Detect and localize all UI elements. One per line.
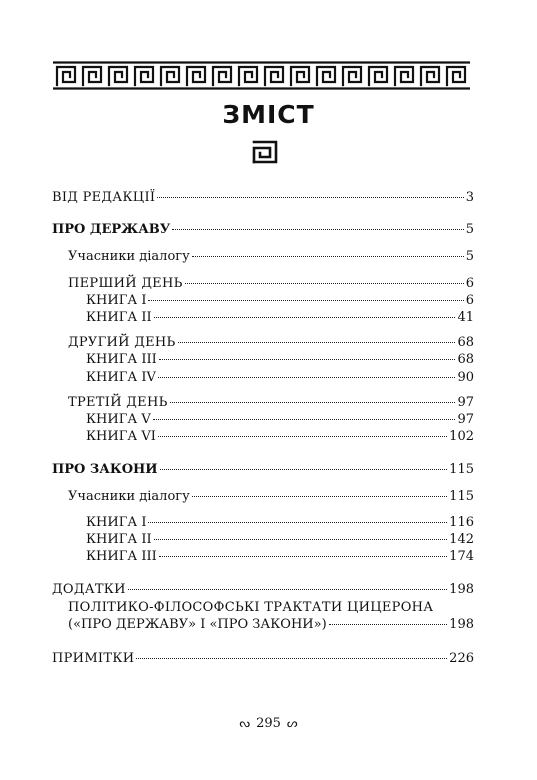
- greek-key-unit: [421, 67, 439, 85]
- dot-leader: [185, 282, 464, 284]
- toc-entry-dodatky[interactable]: [52, 582, 474, 598]
- toc-entry-knyha-ii[interactable]: [86, 532, 474, 548]
- toc-entry-page: 174: [449, 549, 474, 564]
- toc-entry-pro-derzhavu[interactable]: [52, 222, 474, 238]
- toc-entry-page: 115: [449, 489, 474, 504]
- dot-leader: [170, 401, 456, 403]
- dot-leader: [154, 316, 456, 318]
- greek-key-unit: [213, 67, 231, 85]
- toc-entry-page: 116: [449, 515, 474, 530]
- toc-entry-page: 68: [457, 335, 474, 350]
- toc-entry-druhyi-den[interactable]: [68, 335, 474, 351]
- toc-entry-label: ДОДАТКИ: [52, 582, 126, 597]
- greek-key-unit: [447, 67, 465, 85]
- dot-leader: [159, 555, 447, 557]
- greek-key-unit: [395, 67, 413, 85]
- toc-entry-uchasnyky[interactable]: [68, 489, 474, 505]
- toc-entry-page: 102: [449, 429, 474, 444]
- page-title: ЗМІСТ: [222, 100, 315, 129]
- toc-entry-vid-redaktsii[interactable]: [52, 190, 474, 206]
- dot-leader: [153, 418, 456, 420]
- toc-entry-page: 41: [457, 310, 474, 325]
- greek-key-mark: [252, 140, 278, 164]
- toc-entry-label: КНИГА I: [86, 515, 147, 530]
- page-footer: [0, 715, 537, 732]
- toc-entry-knyha-iii[interactable]: [86, 352, 474, 368]
- greek-key-unit: [109, 67, 127, 85]
- toc-entry-label: ПЕРШИЙ ДЕНЬ: [68, 276, 183, 291]
- greek-key-unit: [135, 67, 153, 85]
- toc-entry-page: 5: [465, 222, 474, 237]
- dot-leader: [158, 376, 456, 378]
- toc-entry-page: 68: [457, 352, 474, 367]
- toc-entry-label: ПРО ДЕРЖАВУ: [52, 222, 171, 237]
- dot-leader: [192, 495, 447, 497]
- toc-entry-page: 6: [465, 276, 474, 291]
- toc-entry-label: КНИГА IV: [86, 370, 156, 385]
- dot-leader: [158, 435, 447, 437]
- toc-entry-page: 142: [449, 532, 474, 547]
- dot-leader: [136, 657, 447, 659]
- dot-leader: [159, 358, 456, 360]
- toc-entry-label: ВІД РЕДАКЦІЇ: [52, 190, 156, 205]
- toc-entry-traktaty-line1[interactable]: ПОЛІТИКО-ФІЛОСОФСЬКІ ТРАКТАТИ ЦИЦЕРОНА: [68, 600, 434, 615]
- toc-entry-page: 115: [449, 462, 474, 477]
- toc-entry-page: 5: [465, 249, 474, 264]
- toc-entry-page: 97: [457, 412, 474, 427]
- toc-entry-knyha-vi[interactable]: [86, 429, 474, 445]
- right-flourish-icon: ᔕ: [286, 716, 298, 730]
- toc-entry-page: 198: [449, 582, 474, 597]
- toc-entry-tretii-den[interactable]: [68, 395, 474, 411]
- toc-entry-knyha-i[interactable]: [86, 515, 474, 531]
- greek-key-unit: [317, 67, 335, 85]
- toc-entry-traktaty[interactable]: [68, 617, 474, 633]
- greek-key-unit: [291, 67, 309, 85]
- toc-entry-page: 6: [465, 293, 474, 308]
- greek-key-unit: [239, 67, 257, 85]
- toc-entry-label: ДРУГИЙ ДЕНЬ: [68, 335, 176, 350]
- dot-leader: [329, 623, 448, 625]
- toc-entry-knyha-i[interactable]: [86, 293, 474, 309]
- greek-key-unit: [343, 67, 361, 85]
- toc-entry-prymitky[interactable]: [52, 651, 474, 667]
- dot-leader: [154, 538, 448, 540]
- greek-key-unit: [161, 67, 179, 85]
- toc-entry-label: КНИГА I: [86, 293, 147, 308]
- toc-entry-label: Учасники діалогу: [68, 249, 190, 264]
- dot-leader: [148, 521, 447, 523]
- toc-entry-label: КНИГА II: [86, 532, 152, 547]
- toc-entry-knyha-iii[interactable]: [86, 549, 474, 565]
- toc-entry-label: КНИГА II: [86, 310, 152, 325]
- toc-entry-page: 90: [457, 370, 474, 385]
- dot-leader: [148, 299, 463, 301]
- toc-entry-page: 226: [449, 651, 474, 666]
- toc-entry-label: Учасники діалогу: [68, 489, 190, 504]
- toc-entry-pro-zakony[interactable]: [52, 462, 474, 478]
- greek-key-unit: [187, 67, 205, 85]
- dot-leader: [160, 468, 448, 470]
- toc-entry-label: ПРИМІТКИ: [52, 651, 135, 666]
- toc-entry-label: ПРО ЗАКОНИ: [52, 462, 158, 477]
- page-number: 295: [256, 716, 281, 731]
- greek-key-border: [53, 61, 470, 90]
- dot-leader: [128, 588, 447, 590]
- dot-leader: [178, 341, 456, 343]
- toc-entry-label: КНИГА III: [86, 549, 157, 564]
- toc-entry-label: КНИГА V: [86, 412, 151, 427]
- dot-leader: [192, 255, 464, 257]
- toc-entry-knyha-iv[interactable]: [86, 370, 474, 386]
- toc-entry-page: 97: [457, 395, 474, 410]
- toc-entry-knyha-ii[interactable]: [86, 310, 474, 326]
- toc-entry-uchasnyky[interactable]: [68, 249, 474, 265]
- dot-leader: [157, 196, 463, 198]
- toc-entry-page: 3: [465, 190, 474, 205]
- toc-entry-label: («ПРО ДЕРЖАВУ» І «ПРО ЗАКОНИ»): [68, 617, 327, 632]
- toc-entry-label: ТРЕТІЙ ДЕНЬ: [68, 395, 168, 410]
- dot-leader: [172, 228, 463, 230]
- toc-entry-label: КНИГА VI: [86, 429, 156, 444]
- greek-key-unit: [369, 67, 387, 85]
- toc-entry-pershyi-den[interactable]: [68, 276, 474, 292]
- toc-entry-knyha-v[interactable]: [86, 412, 474, 428]
- toc-entry-label: КНИГА III: [86, 352, 157, 367]
- greek-key-unit: [83, 67, 101, 85]
- greek-key-unit: [265, 67, 283, 85]
- left-flourish-icon: ᔓ: [239, 716, 251, 730]
- toc-entry-page: 198: [449, 617, 474, 632]
